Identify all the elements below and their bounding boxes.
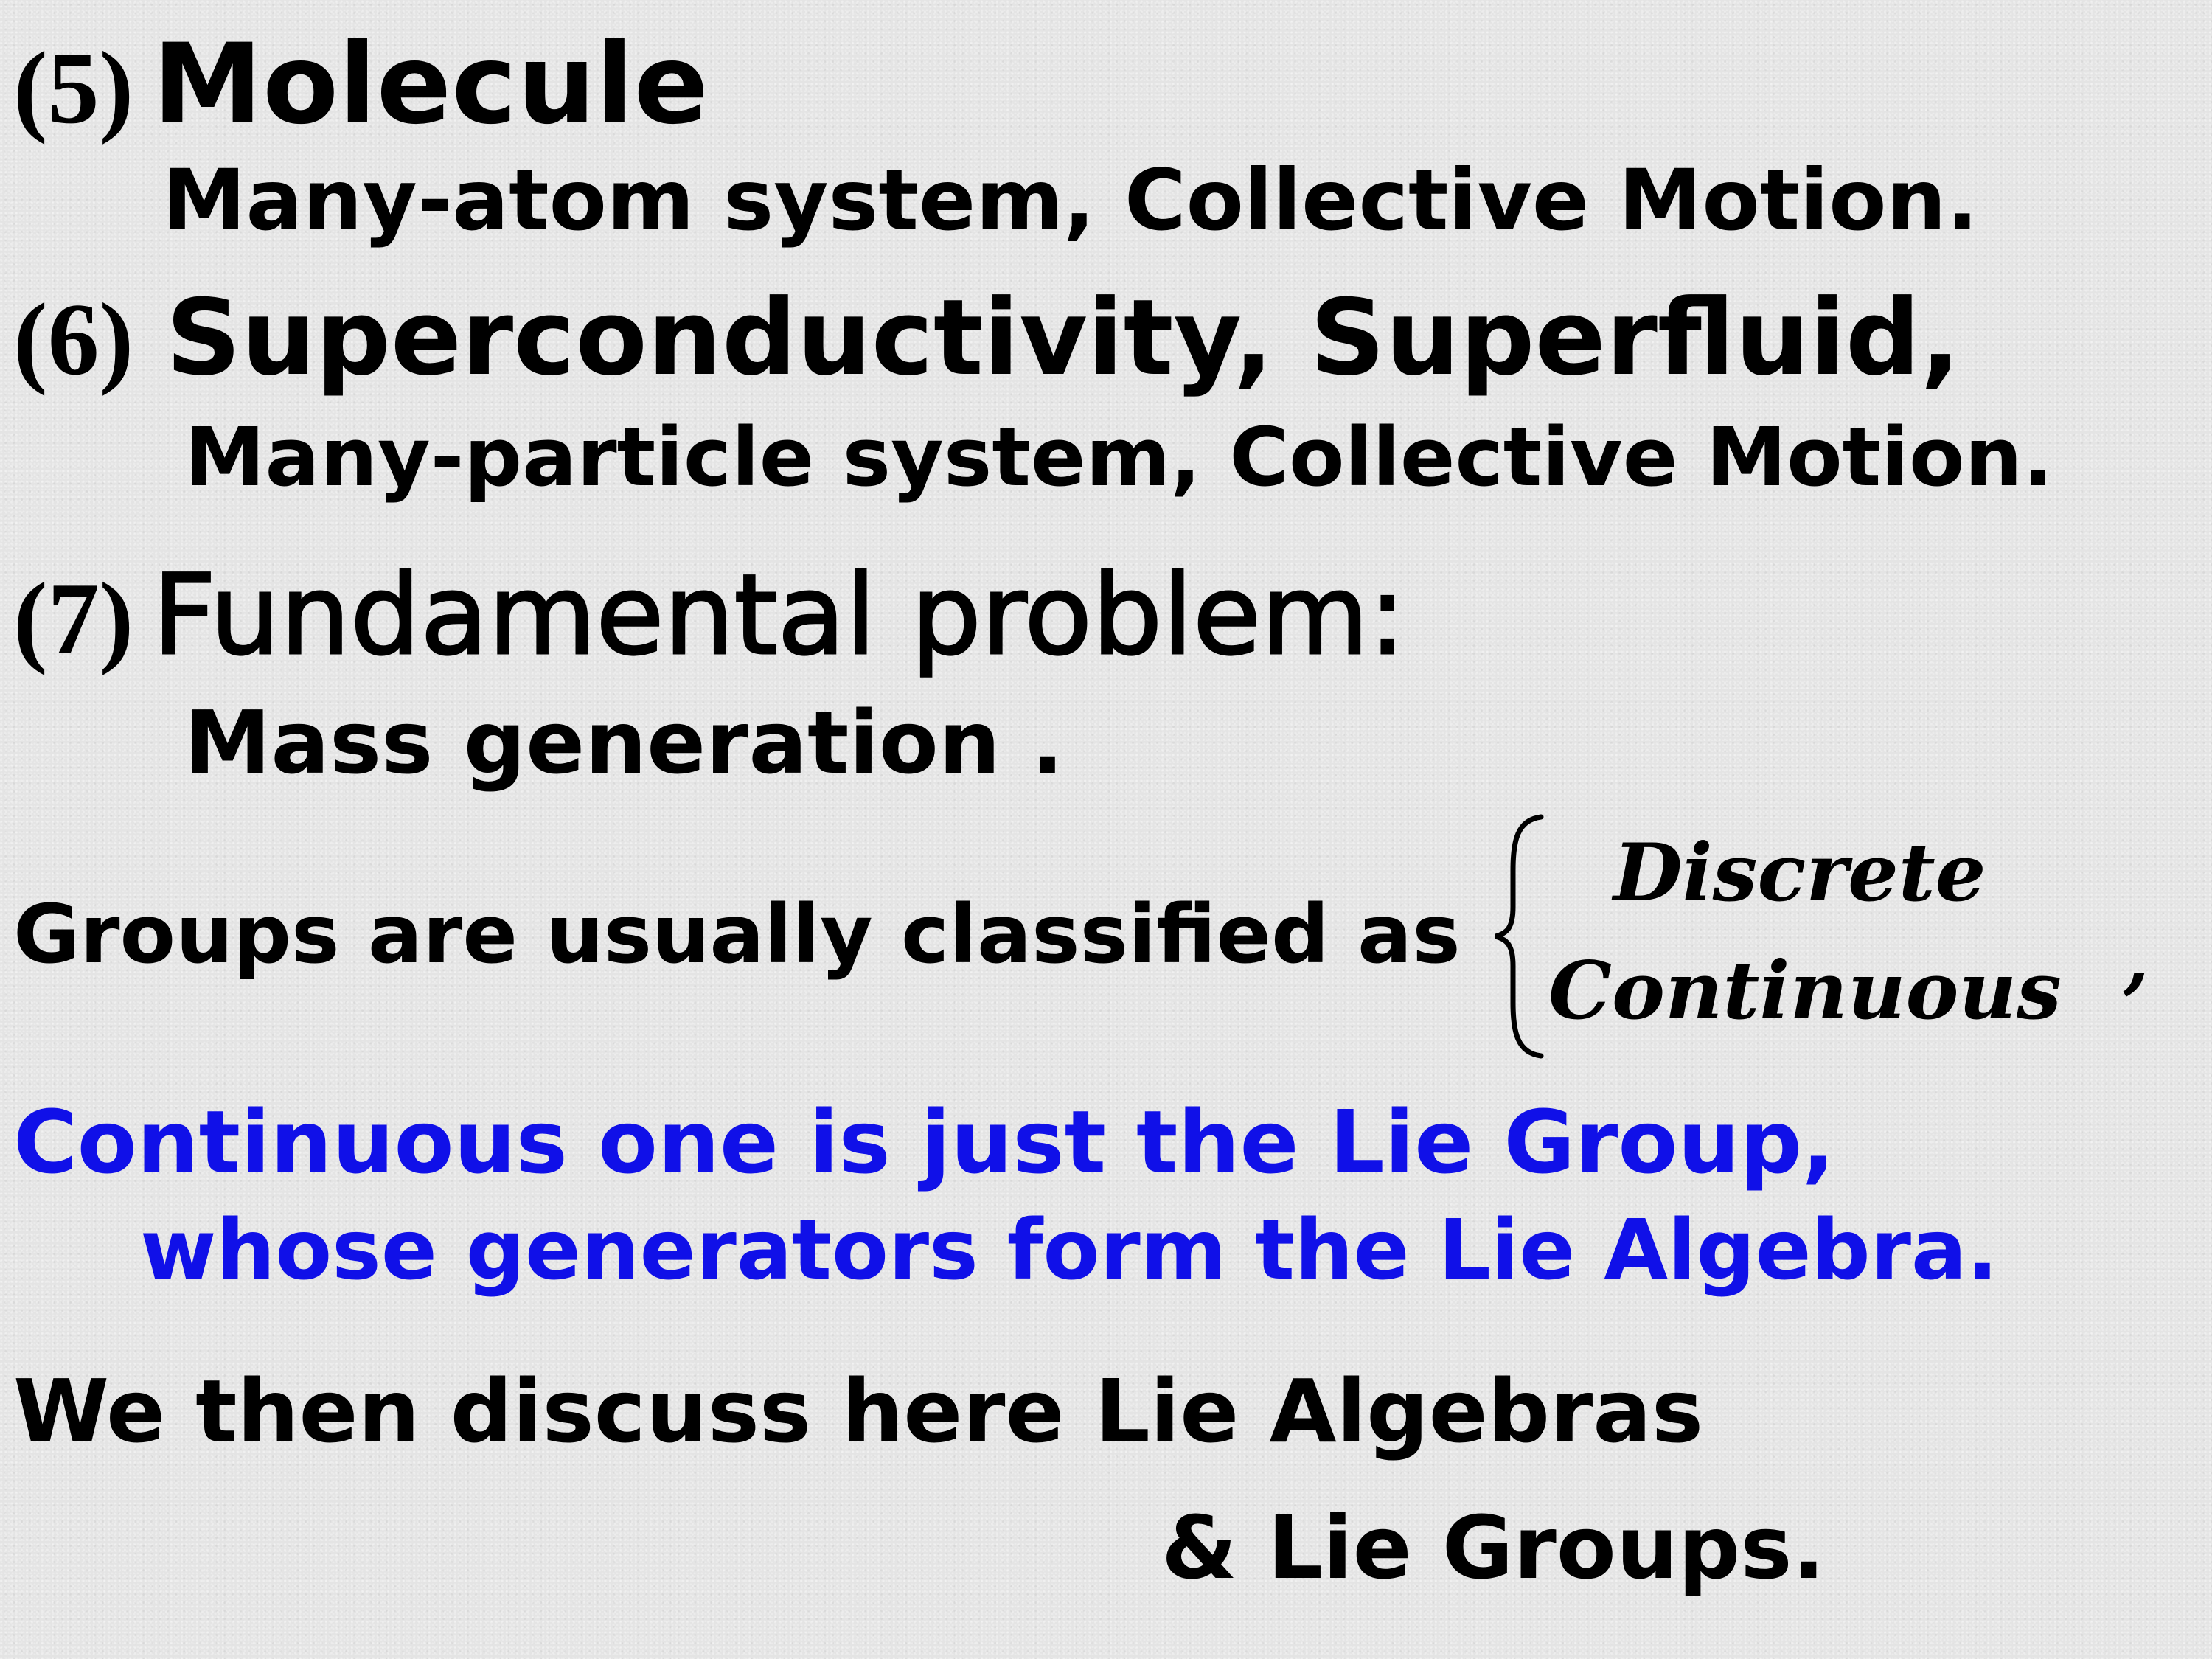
left-brace-icon bbox=[1489, 811, 1548, 1062]
option-discrete: Discrete bbox=[1613, 827, 1986, 919]
trailing-comma: , bbox=[2124, 915, 2149, 1002]
item-7-number: (7) bbox=[13, 562, 134, 676]
closing-line2: & Lie Groups. bbox=[1161, 1497, 1826, 1599]
item-5-number: (5) bbox=[13, 31, 134, 145]
item-5-subtitle: Many-atom system, Collective Motion. bbox=[162, 151, 1979, 249]
item-5-heading bbox=[13, 21, 709, 149]
item-6-title: Superconductivity, Superfluid, bbox=[165, 277, 1961, 399]
item-7-title: Fundamental problem: bbox=[152, 552, 1406, 680]
lie-statement-line1: Continuous one is just the Lie Group, bbox=[13, 1091, 1835, 1193]
option-continuous: Continuous bbox=[1548, 945, 2062, 1037]
item-6-number: (6) bbox=[13, 282, 134, 397]
item-7-heading bbox=[13, 552, 1406, 680]
item-6-subtitle: Many-particle system, Collective Motion. bbox=[184, 410, 2053, 504]
lie-statement-line2: whose generators form the Lie Algebra. bbox=[140, 1203, 1999, 1298]
closing-line1: We then discuss here Lie Algebras bbox=[13, 1360, 1704, 1462]
item-6-heading bbox=[13, 277, 1961, 399]
item-5-title: Molecule bbox=[152, 21, 709, 149]
item-7-subtitle: Mass generation . bbox=[184, 692, 1064, 793]
classification-lead: Groups are usually classified as bbox=[13, 887, 1461, 981]
